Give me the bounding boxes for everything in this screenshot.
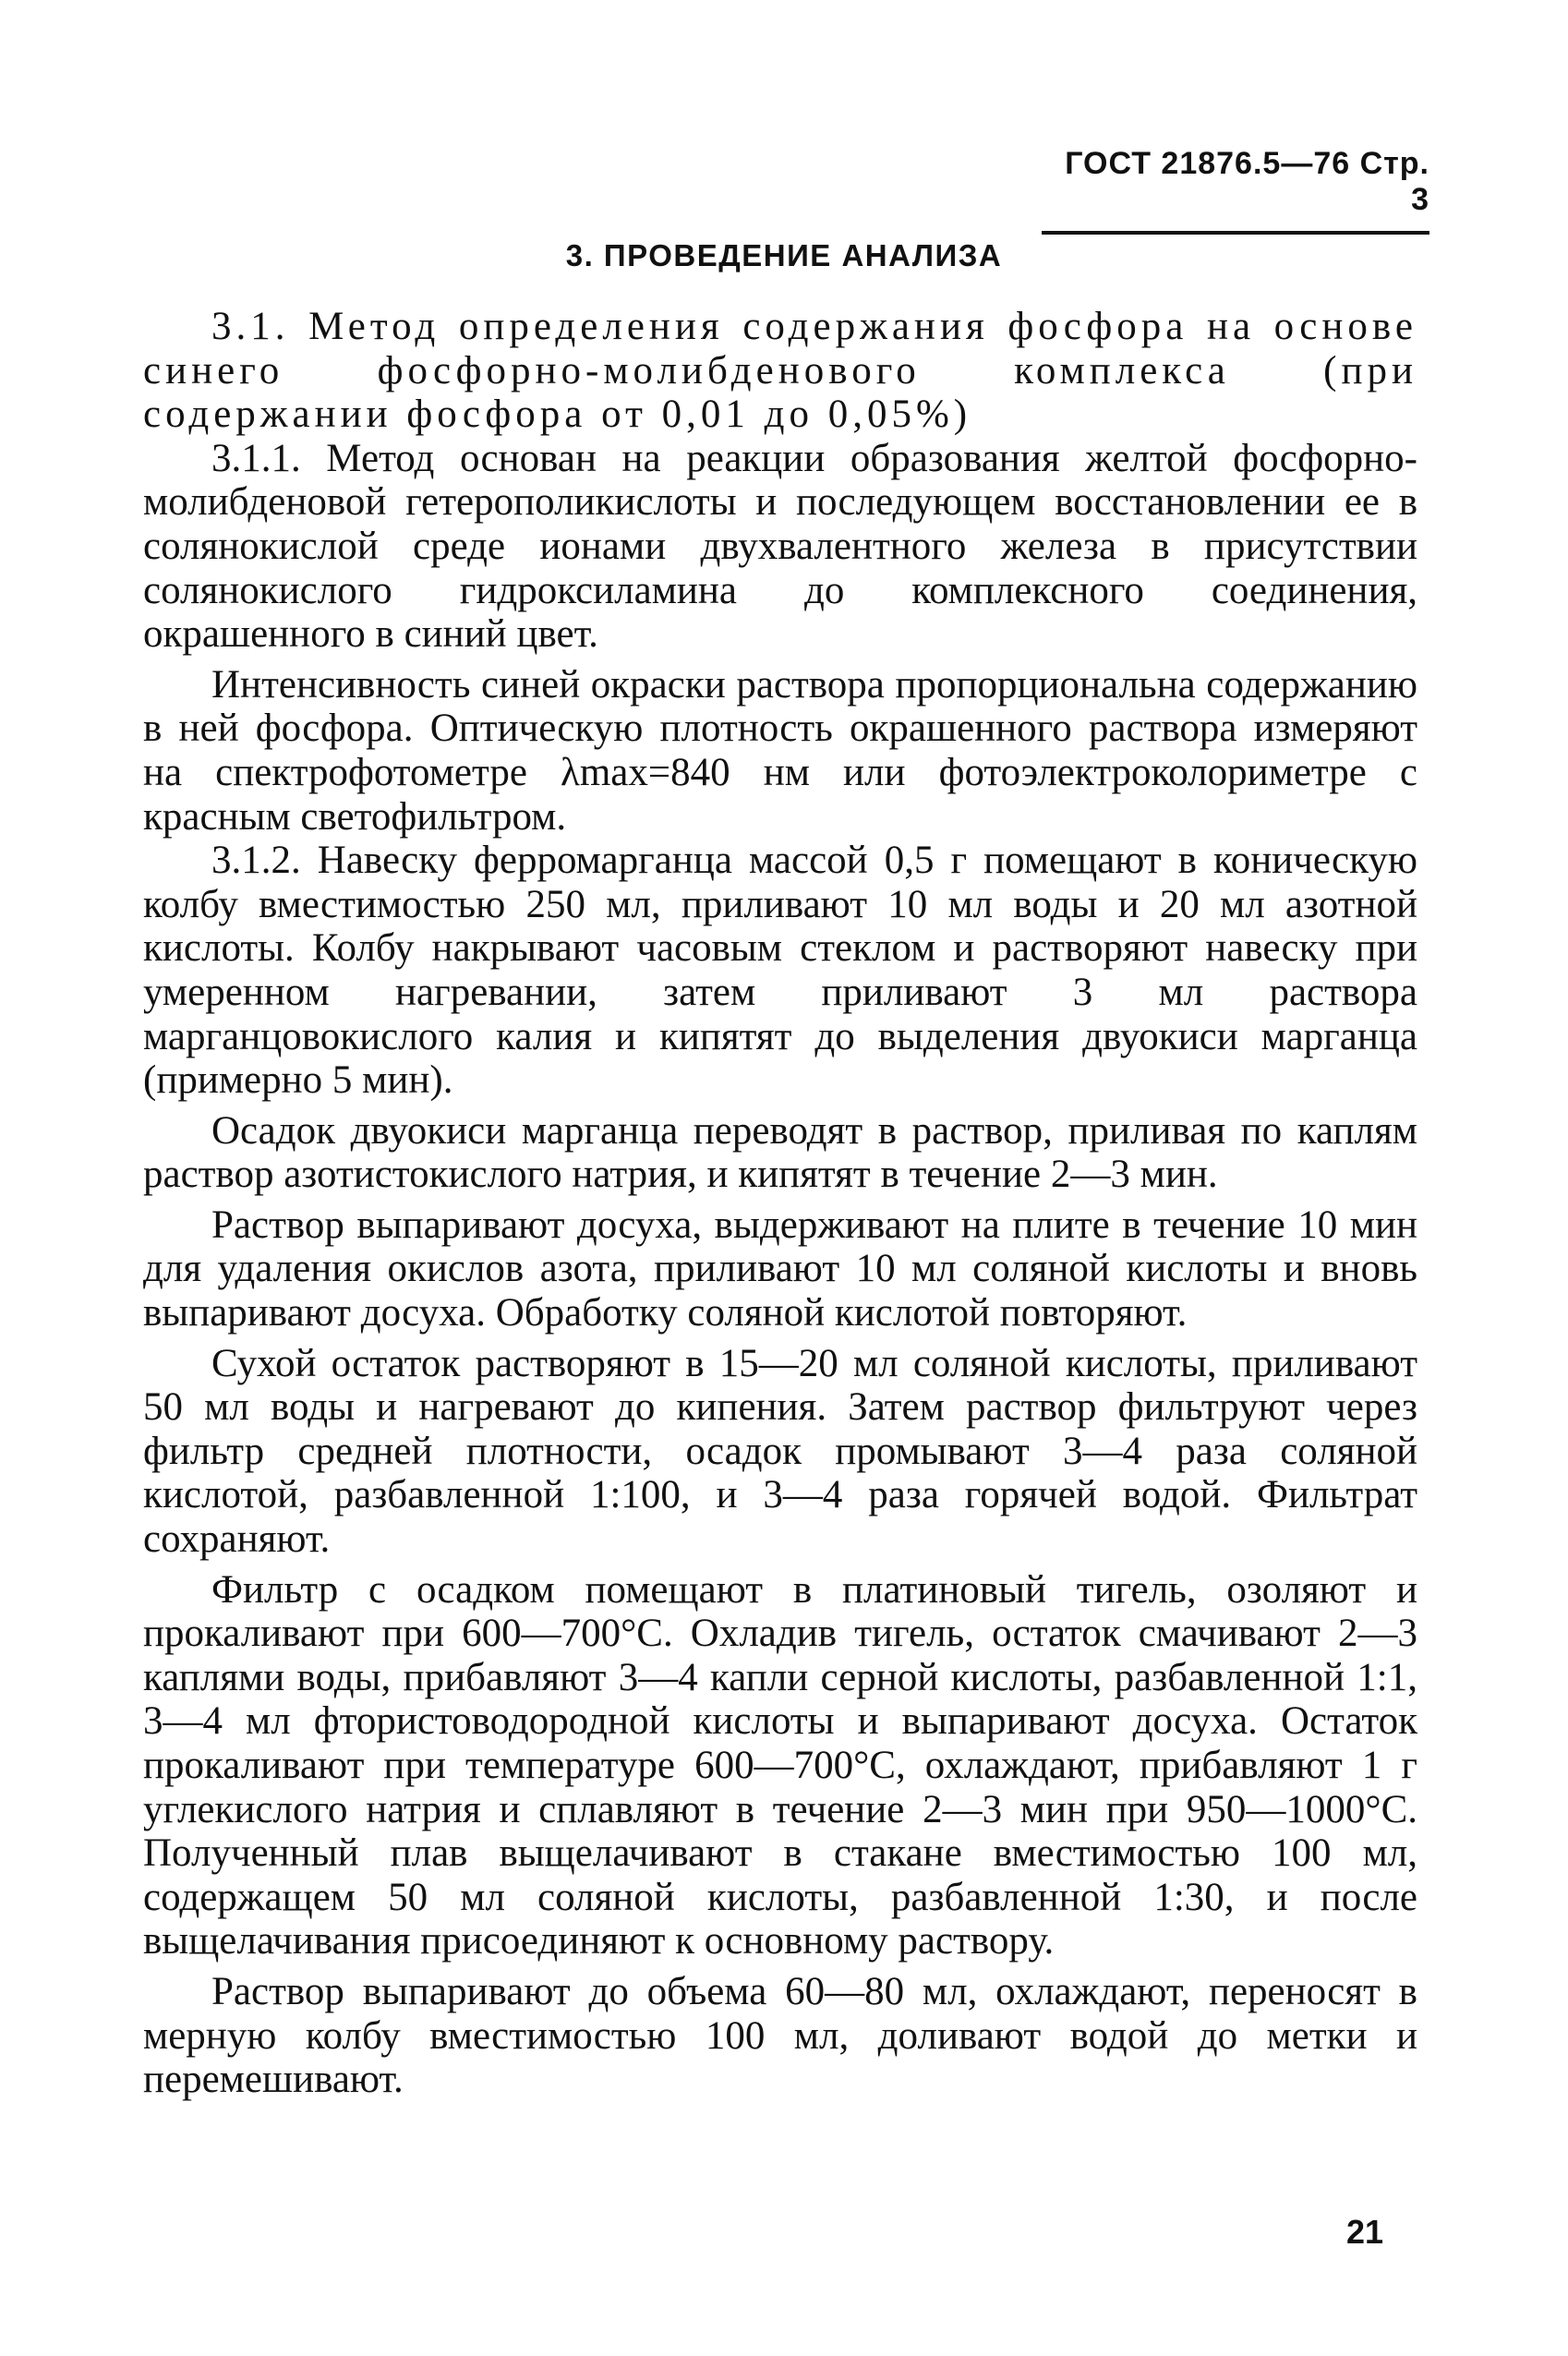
standard-reference: ГОСТ 21876.5—76 Стр. 3: [1065, 146, 1429, 217]
section-title: 3. ПРОВЕДЕНИЕ АНАЛИЗА: [565, 238, 1003, 272]
paragraph-3-1: 3.1. Метод определения содержания фосфора на основе синего фосфорно-молибденового комплекса (при содержании фосфора от 0,01 до 0,05%): [143, 305, 1417, 437]
paragraph-precipitate: Осадок двуокиси марганца переводят в раствор, приливая по каплям раствор азотистокислого натрия, и кипятят в течение 2—3 мин.: [143, 1108, 1417, 1197]
document-body: [143, 305, 1417, 2102]
header-rule: [1042, 231, 1429, 235]
paragraph-filter: Фильтр с осадком помещают в платиновый тигель, озоляют и прокаливают при 600—700°С. Охладив тигель, остаток смачивают 2—3 каплями воды, прибавляют 3—4 капли серной кислоты, разбавленной 1:1, 3—4 мл фтористоводородной кислоты и выпаривают досуха. Остаток прокаливают при температуре 600—700°С, охлаждают, прибавляют 1 г углекислого натрия и сплавляют в течение 2—3 мин при 950—1000°С. Полученный плав выщелачивают в стакане вместимостью 100 мл, содержащем 50 мл соляной кислоты, разбавленной 1:30, и после выщелачивания присоединяют к основному раствору.: [143, 1567, 1417, 1963]
paragraph-evaporate: Раствор выпаривают досуха, выдерживают на плите в течение 10 мин для удаления окислов азота, приливают 10 мл соляной кислоты и вновь выпаривают досуха. Обработку соляной кислотой повторяют.: [143, 1202, 1417, 1335]
paragraph-3-1-1: 3.1.1. Метод основан на реакции образования желтой фосфорно-молибденовой гетерополикислоты и последующем восстановлении ее в солянокислой среде ионами двухвалентного железа в присутствии солянокислого гидроксиламина до комплексного соединения, окрашенного в синий цвет.: [143, 436, 1417, 657]
page-number: 21: [1345, 2213, 1383, 2251]
page-header: [1042, 146, 1429, 235]
paragraph-final-solution: Раствор выпаривают до объема 60—80 мл, охлаждают, переносят в мерную колбу вместимостью 100 мл, доливают водой до метки и перемешивают.: [143, 1969, 1417, 2102]
paragraph-3-1-2: 3.1.2. Навеску ферромарганца массой 0,5 г помещают в коническую колбу вместимостью 250 мл, приливают 10 мл воды и 20 мл азотной кислоты. Колбу накрывают часовым стеклом и растворяют навеску при умеренном нагревании, затем приливают 3 мл раствора марганцовокислого калия и кипятят до выделения двуокиси марганца (примерно 5 мин).: [143, 839, 1417, 1103]
paragraph-dry-residue: Сухой остаток растворяют в 15—20 мл соляной кислоты, приливают 50 мл воды и нагревают до кипения. Затем раствор фильтруют через фильтр средней плотности, осадок промывают 3—4 раза соляной кислотой, разбавленной 1:100, и 3—4 раза горячей водой. Фильтрат сохраняют.: [143, 1341, 1417, 1562]
paragraph-intensity: Интенсивность синей окраски раствора пропорциональна содержанию в ней фосфора. Оптическую плотность окрашенного раствора измеряют на спектрофотометре λmax=840 нм или фотоэлектроколориметре с красным светофильтром.: [143, 662, 1417, 839]
